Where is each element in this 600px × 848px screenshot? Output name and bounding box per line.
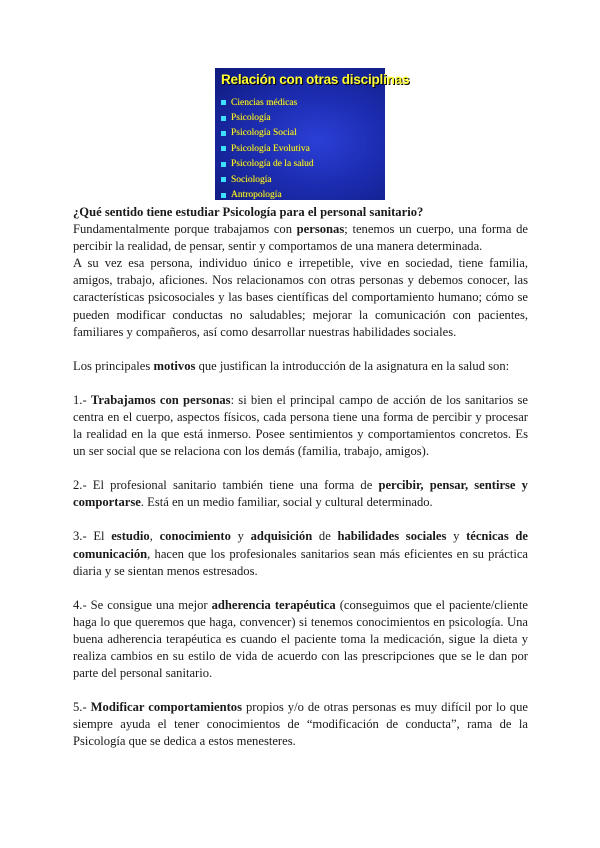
paragraph-point-4 — [73, 597, 528, 682]
paragraph-society: A su vez esa persona, individuo único e irrepetible, vive en sociedad, tiene familia, amigos, trabajo, aficiones. Nos relacionamos con otras personas y debemos conocer, las características psicosociales y las bases científicas del comportamiento humano; cómo se pueden modificar conductas no saludables; mejorar la comunicación con pacientes, familiares y compañeros, así como desarrollar nuestras habilidades sociales. — [73, 256, 528, 339]
text-run: , hacen que los profesionales sanitarios sean más eficientes en su práctica diaria y se sientan menos estresados. — [73, 546, 528, 578]
paragraph-point-2 — [73, 477, 528, 511]
square-bullet-icon — [221, 131, 226, 136]
paragraph-spacer — [73, 511, 528, 528]
text-run: de — [312, 529, 338, 544]
square-bullet-icon — [221, 116, 226, 121]
slide-item — [221, 172, 379, 187]
paragraph-spacer — [73, 682, 528, 699]
paragraph-point-5 — [73, 699, 528, 750]
text-run: y — [230, 529, 251, 544]
text-run: , — [149, 529, 160, 544]
slide-image — [215, 68, 410, 201]
question-heading: ¿Qué sentido tiene estudiar Psicología para el personal sanitario? — [73, 205, 424, 219]
document-body — [73, 204, 528, 750]
bold-term: habilidades sociales — [337, 529, 447, 544]
paragraph-spacer — [73, 580, 528, 597]
paragraph-point-1 — [73, 392, 528, 460]
text-run: 4.- Se consigue una mejor — [73, 597, 212, 612]
slide-item — [221, 95, 379, 110]
slide-item — [221, 141, 379, 156]
bold-term: Trabajamos con personas — [90, 392, 231, 407]
bold-term: percibir, pensar, sentirse y comportarse — [73, 478, 528, 510]
slide-item-label: Psicología — [231, 113, 271, 124]
bold-term: motivos — [153, 358, 196, 373]
slide-item — [221, 126, 379, 141]
square-bullet-icon — [221, 100, 226, 105]
text-run: que justifican la introducción de la asignatura en la salud son: — [195, 358, 510, 373]
square-bullet-icon — [221, 146, 226, 151]
slide-item — [221, 110, 379, 125]
bold-term: estudio — [111, 529, 150, 544]
paragraph-spacer — [73, 341, 528, 358]
slide-item — [221, 157, 379, 172]
square-bullet-icon — [221, 193, 226, 198]
slide-item-label: Psicología de la salud — [231, 159, 314, 170]
paragraph-point-3 — [73, 528, 528, 579]
slide-item — [221, 187, 379, 202]
slide-title: Relación con otras disciplinas — [221, 72, 410, 87]
text-run: ; tenemos un cuerpo, una forma de percibir la realidad, de pensar, sentir y comportamos de una manera determinada. — [73, 222, 528, 254]
text-run: (conseguimos que el paciente/cliente haga lo que queremos que haga, convencer) si tenemos conocimientos en psicología. Una buena adherencia terapéutica es cuando el paciente toma la medicación, sigue la dieta y realiza cambios en su estilo de vida de acuerdo con las prescripciones que se le dan por parte del personal sanitario. — [73, 597, 528, 681]
slide-list — [221, 95, 379, 203]
text-run: 3.- El — [73, 529, 112, 544]
paragraph-spacer — [73, 375, 528, 392]
text-run: 1.- — [73, 392, 91, 407]
text-run: propios y/o de otras personas es muy difícil por lo que siempre ayuda el tener conocimientos de “modificación de conducta”, rama de la Psicología que se dedica a estos menesteres. — [73, 700, 528, 749]
paragraph-spacer — [73, 460, 528, 477]
slide-item-label: Antropología — [231, 190, 282, 201]
text-run: Los principales — [73, 358, 154, 373]
square-bullet-icon — [221, 177, 226, 182]
square-bullet-icon — [221, 162, 226, 167]
paragraph-intro — [73, 221, 528, 255]
text-run: 2.- El profesional sanitario también tiene una forma de — [73, 478, 379, 493]
slide-item-label: Ciencias médicas — [231, 97, 298, 108]
bold-term: adquisición — [250, 529, 313, 544]
bold-term: personas — [296, 222, 345, 237]
slide-item-label: Sociología — [231, 174, 272, 185]
bold-term: adherencia terapéutica — [211, 597, 336, 612]
text-run: y — [446, 529, 467, 544]
text-run: Fundamentalmente porque trabajamos con — [73, 222, 297, 237]
bold-term: Modificar comportamientos — [90, 700, 242, 715]
slide-item-label: Psicología Social — [231, 128, 297, 139]
text-run: . Está en un medio familiar, social y cultural determinado. — [140, 495, 433, 510]
bold-term: técnicas de comunicación — [73, 529, 529, 561]
text-run: : si bien el principal campo de acción de los sanitarios se centra en el cuerpo, aspectos físicos, cada persona tiene una forma de percibir y procesar la realidad en la que está inmerso. Posee sentimientos y comportamientos concretos. Es un ser social que se relaciona con los demás (familia, trabajo, amigos). — [73, 392, 528, 459]
bold-term: conocimiento — [159, 529, 231, 544]
paragraph-motivos — [73, 358, 528, 375]
slide-item-label: Psicología Evolutiva — [231, 143, 310, 154]
text-run: 5.- — [73, 700, 91, 715]
